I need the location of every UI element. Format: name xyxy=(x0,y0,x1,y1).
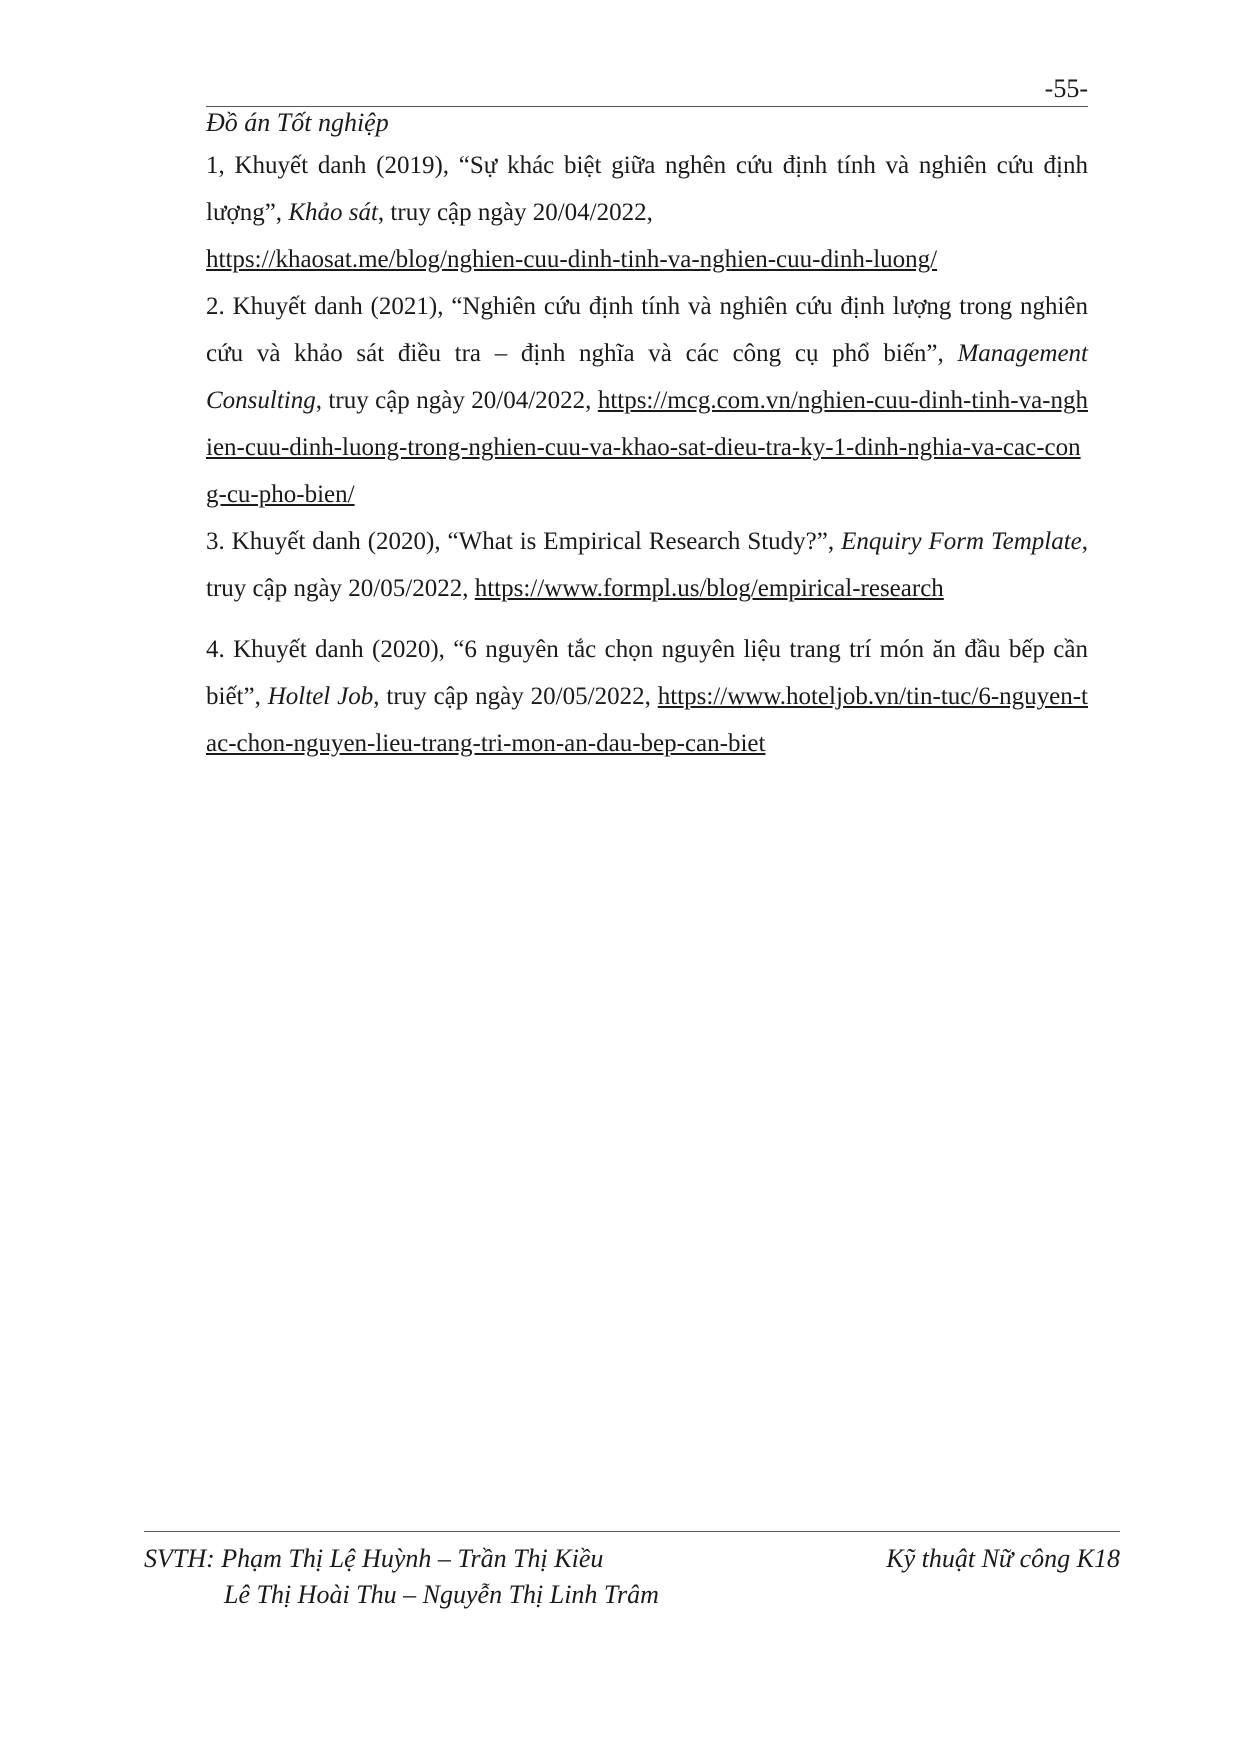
reference-text: 3. Khuyết danh (2020), “What is Empirical Research Study?”, xyxy=(206,528,842,555)
reference-access: , truy cập ngày 20/05/2022, xyxy=(206,528,1089,602)
reference-source: Khảo sát xyxy=(288,199,378,226)
reference-access: , truy cập ngày 20/05/2022, xyxy=(373,683,658,710)
reference-text: 1, Khuyết danh (2019), “Sự khác biệt giữa nghên cứu định tính và nghiên cứu định lượng”, xyxy=(206,152,1088,226)
footer-authors-line1: SVTH: Phạm Thị Lệ Huỳnh – Trần Thị Kiều xyxy=(144,1544,604,1573)
reference-source: Holtel Job xyxy=(267,683,374,710)
reference-link[interactable]: https://www.formpl.us/blog/empirical-research xyxy=(474,575,944,602)
reference-item xyxy=(206,142,1088,283)
page-number: -55- xyxy=(1044,74,1088,103)
reference-access: , truy cập ngày 20/04/2022, xyxy=(315,387,598,414)
reference-link[interactable]: https://khaosat.me/blog/nghien-cuu-dinh-tinh-va-nghien-cuu-dinh-luong/ xyxy=(206,246,938,273)
document-title: Đồ án Tốt nghiệp xyxy=(206,108,389,137)
reference-source: Enquiry Form Template xyxy=(841,528,1082,555)
reference-source: Management Consulting xyxy=(206,340,1088,414)
reference-link[interactable]: https://mcg.com.vn/nghien-cuu-dinh-tinh-va-nghien-cuu-dinh-luong-trong-nghien-cuu-va-khao-sat-dieu-tra-ky-1-dinh-nghia-va-cac-cong-cu-pho-bien/ xyxy=(206,387,1088,508)
reference-access: , truy cập ngày 20/04/2022, xyxy=(377,199,653,226)
reference-link[interactable]: https://www.hoteljob.vn/tin-tuc/6-nguyen-tac-chon-nguyen-lieu-trang-tri-mon-an-dau-bep-can-biet xyxy=(206,683,1089,757)
reference-text: 4. Khuyết danh (2020), “6 nguyên tắc chọn nguyên liệu trang trí món ăn đầu bếp cần biết”, xyxy=(206,636,1088,710)
reference-item xyxy=(206,626,1088,767)
reference-list xyxy=(206,142,1088,767)
reference-item xyxy=(206,518,1088,612)
header-divider xyxy=(206,106,1088,107)
reference-item xyxy=(206,283,1088,518)
footer-course: Kỹ thuật Nữ công K18 xyxy=(886,1544,1120,1573)
footer-authors-line2: Lê Thị Hoài Thu – Nguyễn Thị Linh Trâm xyxy=(224,1580,659,1609)
footer-divider xyxy=(144,1531,1120,1532)
reference-text: 2. Khuyết danh (2021), “Nghiên cứu định tính và nghiên cứu định lượng trong nghiên cứu và khảo sát điều tra – định nghĩa và các công cụ phổ biến”, xyxy=(206,293,1088,367)
